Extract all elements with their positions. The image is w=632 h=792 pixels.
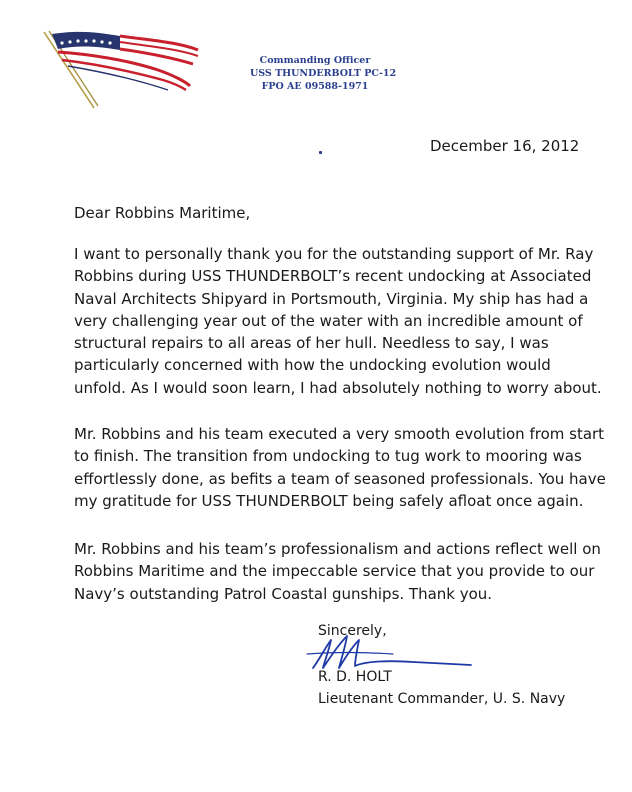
- letterhead-office: Commanding Officer: [259, 55, 371, 66]
- paragraph-line: Navy’s outstanding Patrol Coastal gunships. Thank you.: [74, 584, 493, 603]
- signer-name: R. D. HOLT: [318, 669, 392, 685]
- body-paragraph-1: [74, 243, 614, 399]
- paragraph-line: effortlessly done, as befits a team of seasoned professionals. You have: [74, 469, 606, 488]
- closing: Sincerely,: [318, 623, 387, 639]
- paragraph-line: my gratitude for USS THUNDERBOLT being safely afloat once again.: [74, 491, 584, 510]
- paragraph-line: Naval Architects Shipyard in Portsmouth, Virginia. My ship has had a: [74, 289, 589, 308]
- salutation: Dear Robbins Maritime,: [74, 204, 251, 222]
- letterhead: [250, 54, 397, 93]
- letterhead-address: FPO AE 09588-1971: [261, 81, 369, 92]
- paragraph-line: unfold. As I would soon learn, I had absolutely nothing to worry about.: [74, 378, 602, 397]
- body-paragraph-3: [74, 538, 614, 605]
- ink-speck-icon: [318, 150, 323, 155]
- letterhead-ship: USS THUNDERBOLT PC-12: [250, 68, 397, 79]
- letter-date: December 16, 2012: [430, 137, 580, 155]
- paragraph-line: I want to personally thank you for the outstanding support of Mr. Ray: [74, 245, 594, 263]
- body-paragraph-2: [74, 423, 614, 512]
- paragraph-line: Robbins during USS THUNDERBOLT’s recent undocking at Associated: [74, 267, 592, 286]
- paragraph-line: very challenging year out of the water with an incredible amount of: [74, 311, 583, 330]
- paragraph-line: Mr. Robbins and his team executed a very smooth evolution from start: [74, 425, 605, 443]
- paragraph-line: particularly concerned with how the undocking evolution would: [74, 356, 551, 375]
- american-flag-icon: [38, 20, 208, 112]
- paragraph-line: Robbins Maritime and the impeccable service that you provide to our: [74, 562, 595, 581]
- paragraph-line: to finish. The transition from undocking to tug work to mooring was: [74, 447, 582, 466]
- paragraph-line: structural repairs to all areas of her hull. Needless to say, I was: [74, 334, 549, 353]
- paragraph-line: Mr. Robbins and his team’s professionalism and actions reflect well on: [74, 540, 601, 558]
- signer-title: Lieutenant Commander, U. S. Navy: [318, 691, 566, 707]
